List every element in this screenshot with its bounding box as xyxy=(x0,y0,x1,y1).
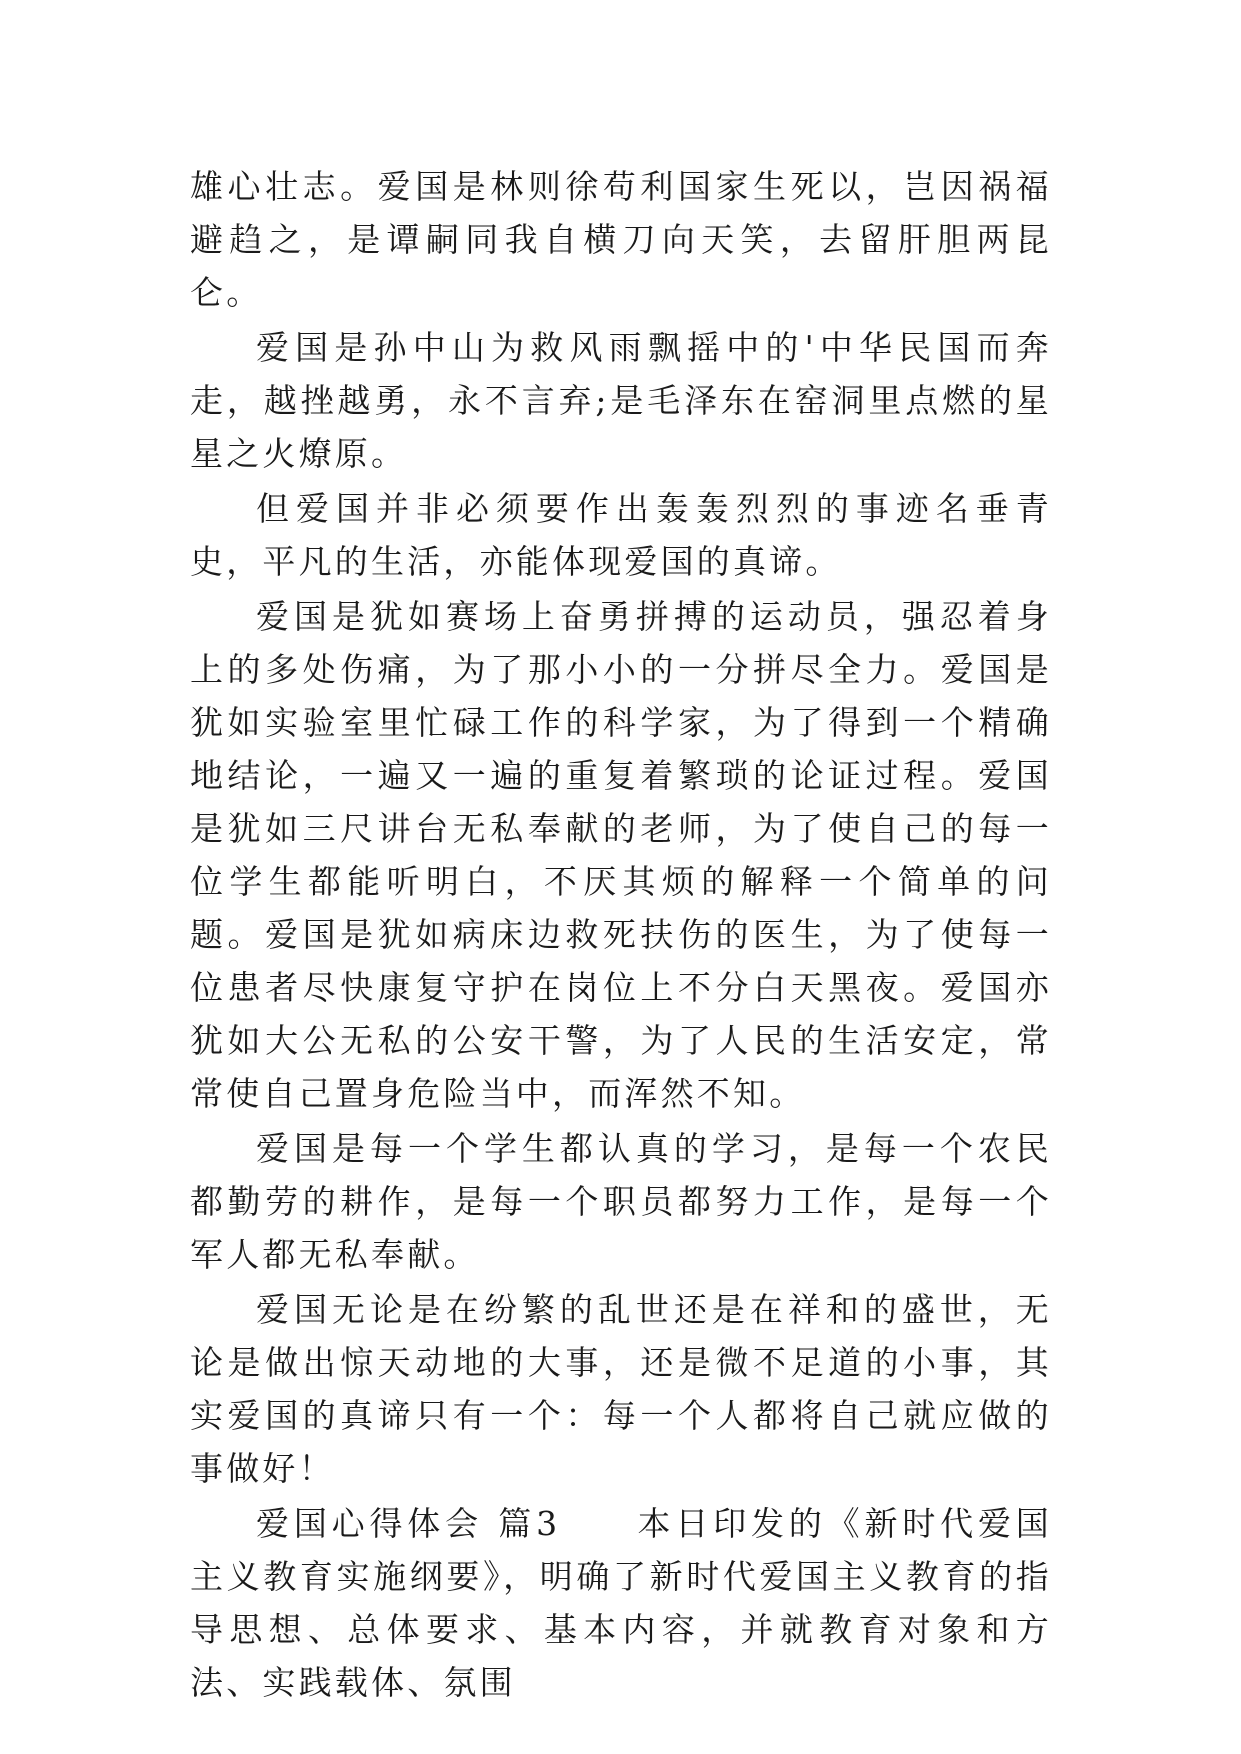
paragraph-4: 爱国是犹如赛场上奋勇拼搏的运动员，强忍着身上的多处伤痛，为了那小小的一分拼尽全力。爱国是犹如实验室里忙碌工作的科学家，为了得到一个精确地结论，一遍又一遍的重复着繁琐的论证过程。爱国是犹如三尺讲台无私奉献的老师，为了使自己的每一位学生都能听明白，不厌其烦的解释一个简单的问题。爱国是犹如病床边救死扶伤的医生，为了使每一位患者尽快康复守护在岗位上不分白天黑夜。爱国亦犹如大公无私的公安干警，为了人民的生活安定，常常使自己置身危险当中，而浑然不知。 xyxy=(190,597,1052,1113)
paragraph-5: 爱国是每一个学生都认真的学习，是每一个农民都勤劳的耕作，是每一个职员都努力工作，是每一个军人都无私奉献。 xyxy=(190,1129,1052,1274)
paragraph-2: 爱国是孙中山为救风雨飘摇中的'中华民国而奔走，越挫越勇，永不言弃;是毛泽东在窑洞里点燃的星星之火燎原。 xyxy=(190,328,1052,473)
paragraph-6: 爱国无论是在纷繁的乱世还是在祥和的盛世，无论是做出惊天动地的大事，还是微不足道的小事，其实爱国的真谛只有一个：每一个人都将自己就应做的事做好！ xyxy=(190,1290,1052,1488)
document-body xyxy=(190,160,1052,1711)
paragraph-1: 雄心壮志。爱国是林则徐苟利国家生死以，岂因祸福避趋之，是谭嗣同我自横刀向天笑，去留肝胆两昆仑。 xyxy=(190,167,1052,312)
paragraph-3: 但爱国并非必须要作出轰轰烈烈的事迹名垂青史，平凡的生活，亦能体现爱国的真谛。 xyxy=(190,489,1052,581)
paragraph-7: 爱国心得体会 篇3 本日印发的《新时代爱国主义教育实施纲要》，明确了新时代爱国主义教育的指导思想、总体要求、基本内容，并就教育对象和方法、实践载体、氛围 xyxy=(190,1504,1052,1702)
